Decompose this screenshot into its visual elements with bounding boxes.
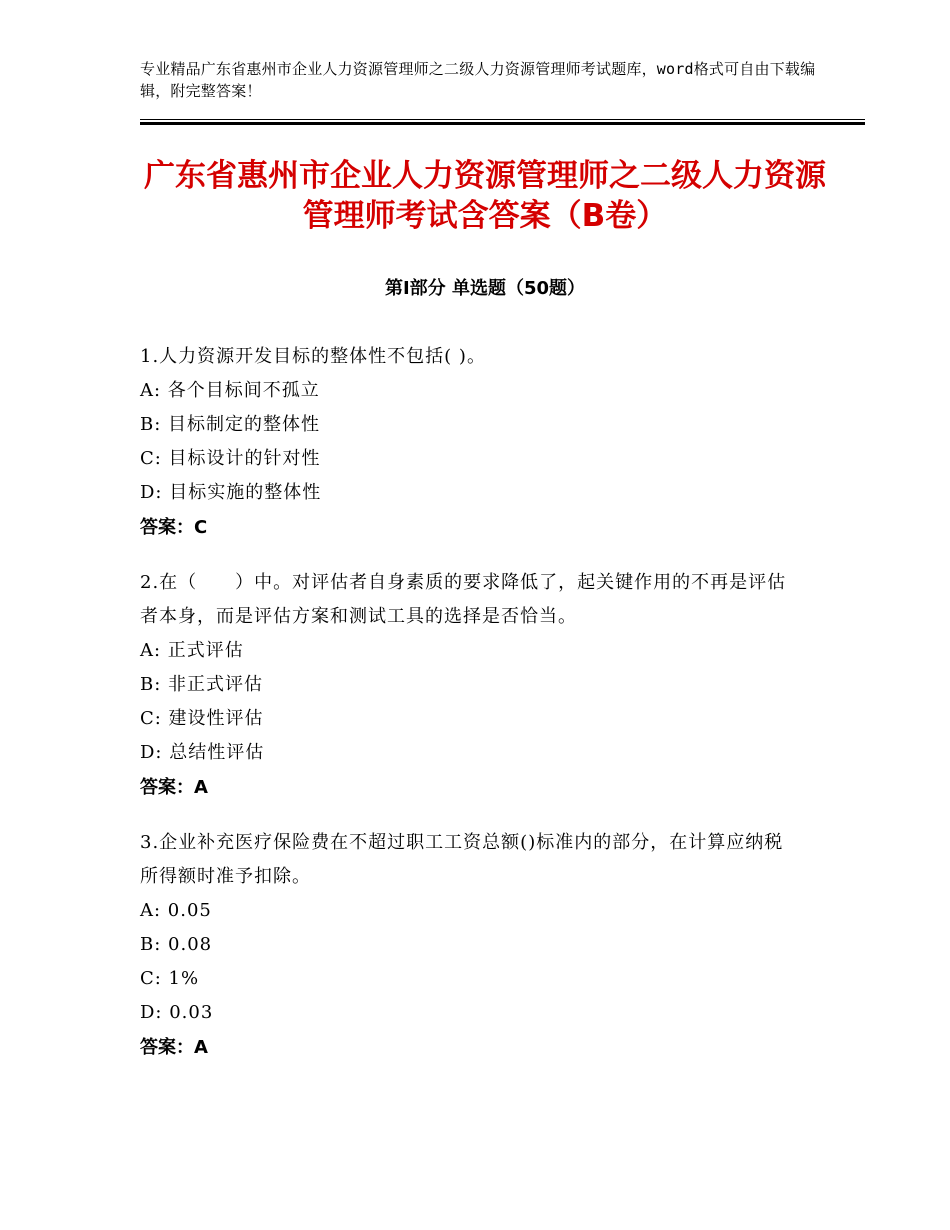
option-d: D: 总结性评估 — [140, 742, 265, 763]
option-c: C: 建设性评估 — [140, 708, 264, 729]
option-a: A: 正式评估 — [140, 640, 244, 661]
question-stem: 3.企业补充医疗保险费在不超过职工工资总额()标准内的部分，在计算应纳税所得额时准予扣除。 — [140, 832, 784, 887]
header-rule-thick — [140, 122, 865, 125]
question-answer: 答案：A — [140, 777, 208, 798]
option-d: D: 目标实施的整体性 — [140, 482, 322, 503]
question-answer: 答案：C — [140, 517, 208, 538]
document-title: 广东省惠州市企业人力资源管理师之二级人力资源管理师考试含答案（B卷） — [144, 158, 826, 234]
option-d: D: 0.03 — [140, 1002, 214, 1023]
option-b: B: 目标制定的整体性 — [140, 414, 321, 435]
question-3 — [140, 826, 800, 1066]
option-b: B: 0.08 — [140, 934, 213, 955]
option-a: A: 各个目标间不孤立 — [140, 380, 320, 401]
header-note: 专业精品广东省惠州市企业人力资源管理师之二级人力资源管理师考试题库，word格式可自由下载编辑，附完整答案！ — [140, 60, 816, 100]
option-c: C: 1% — [140, 968, 200, 989]
question-list — [140, 340, 800, 1086]
option-c: C: 目标设计的针对性 — [140, 448, 321, 469]
header-rule-thin — [140, 119, 865, 120]
option-a: A: 0.05 — [140, 900, 212, 921]
option-b: B: 非正式评估 — [140, 674, 264, 695]
question-2 — [140, 566, 800, 806]
question-stem: 2.在（ ）中。对评估者自身素质的要求降低了，起关键作用的不再是评估者本身，而是评估方案和测试工具的选择是否恰当。 — [140, 572, 787, 627]
question-stem: 1.人力资源开发目标的整体性不包括( )。 — [140, 346, 486, 367]
question-answer: 答案：A — [140, 1037, 208, 1058]
section-title: 第Ⅰ部分 单选题（50题） — [384, 278, 585, 299]
question-1 — [140, 340, 800, 546]
